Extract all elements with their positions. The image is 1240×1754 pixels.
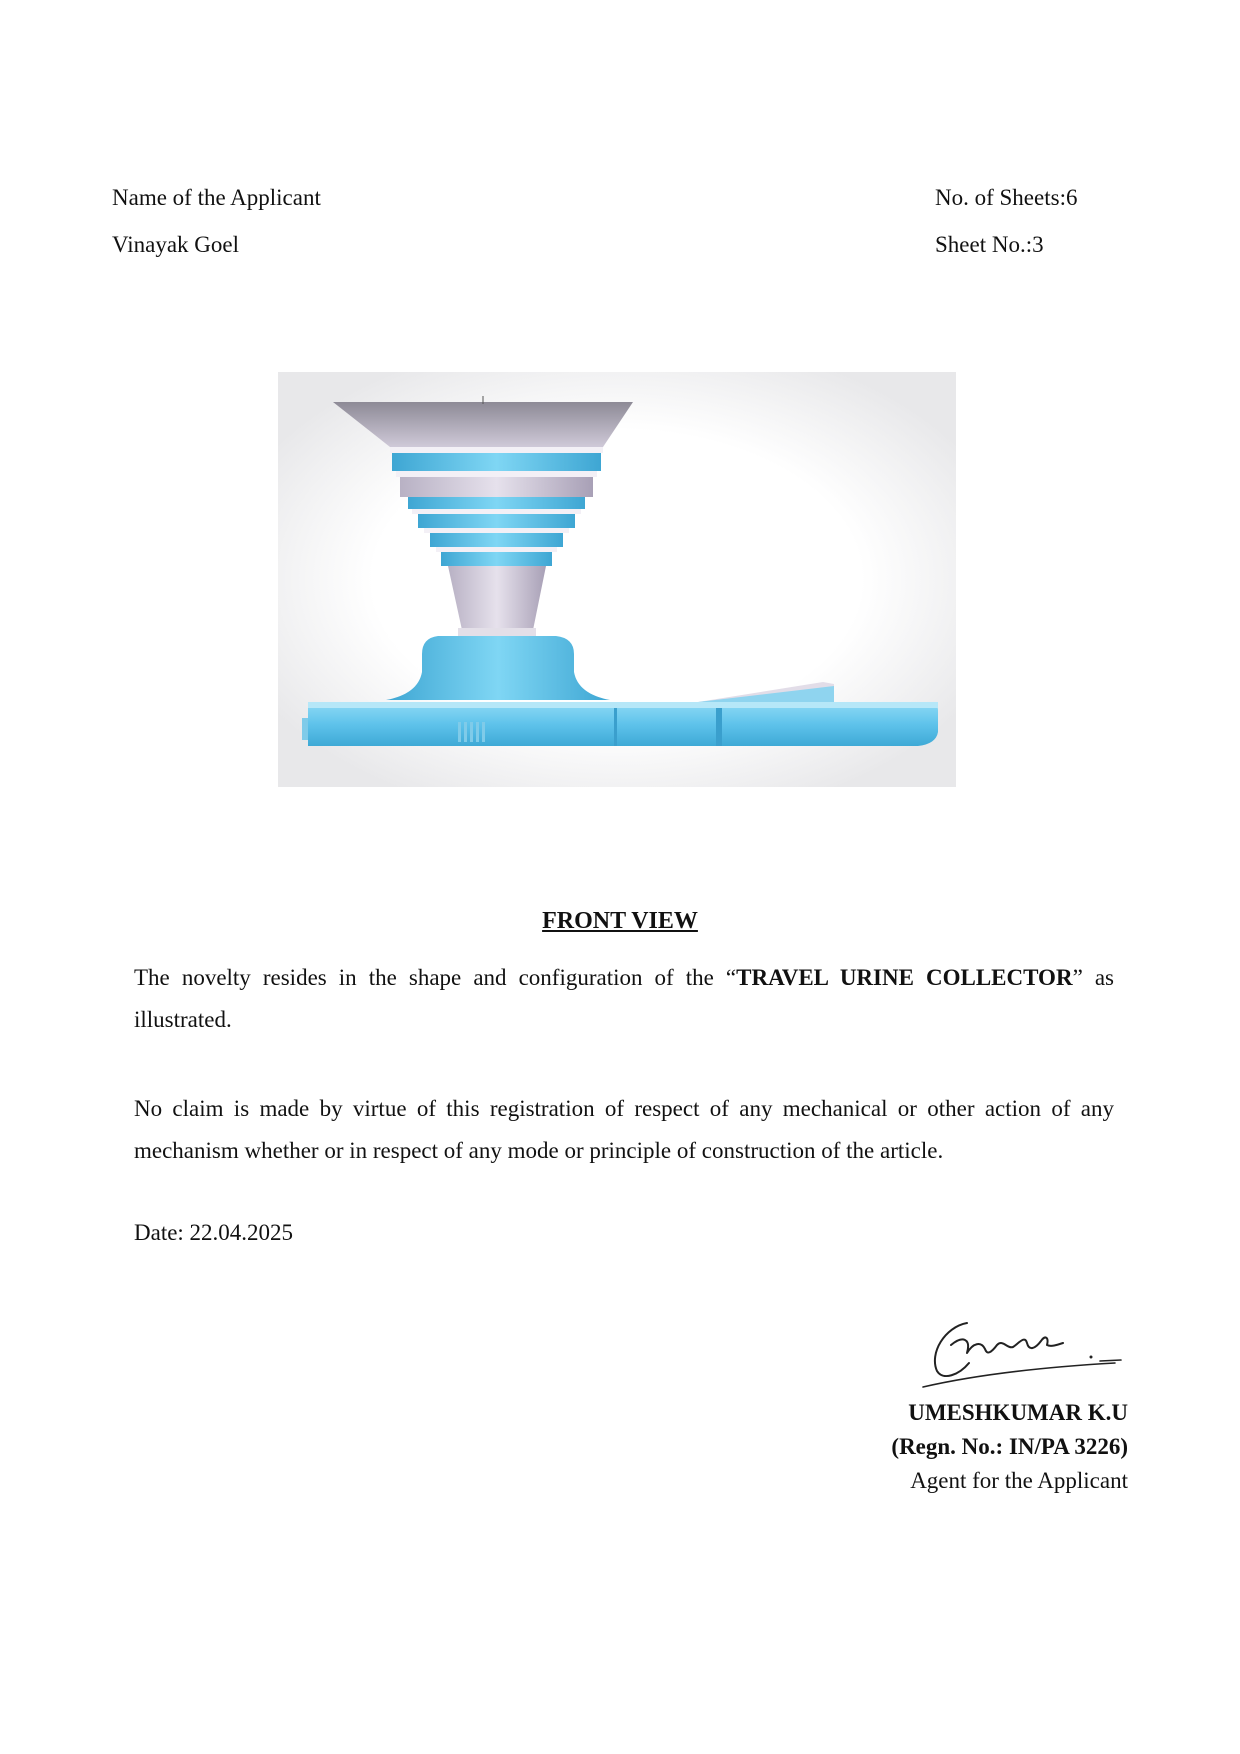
claim-paragraph: No claim is made by virtue of this registration of respect of any mechanical or other action of any mechanism whether or in respect of any mode or principle of construction of the article. xyxy=(134,1096,1114,1163)
product-name: TRAVEL URINE COLLECTOR xyxy=(736,965,1073,990)
signature-image xyxy=(915,1305,1130,1395)
applicant-name: Vinayak Goel xyxy=(112,232,239,257)
agent-role: Agent for the Applicant xyxy=(910,1468,1128,1493)
view-title: FRONT VIEW xyxy=(542,908,698,934)
agent-name: UMESHKUMAR K.U xyxy=(908,1400,1128,1425)
applicant-label: Name of the Applicant xyxy=(112,185,321,210)
product-figure xyxy=(278,372,956,787)
novelty-paragraph xyxy=(134,957,1114,1041)
sheet-number: Sheet No.:3 xyxy=(935,232,1044,257)
agent-block xyxy=(891,1396,1128,1498)
sheets-count: No. of Sheets:6 xyxy=(935,185,1078,210)
product-render-icon xyxy=(278,372,956,787)
date-line: Date: 22.04.2025 xyxy=(134,1220,294,1245)
novelty-suffix: ” as illustrated. xyxy=(134,965,1114,1032)
novelty-prefix: The novelty resides in the shape and configuration of the “ xyxy=(134,965,737,990)
agent-regn: (Regn. No.: IN/PA 3226) xyxy=(891,1434,1128,1459)
signature-icon xyxy=(915,1305,1130,1395)
